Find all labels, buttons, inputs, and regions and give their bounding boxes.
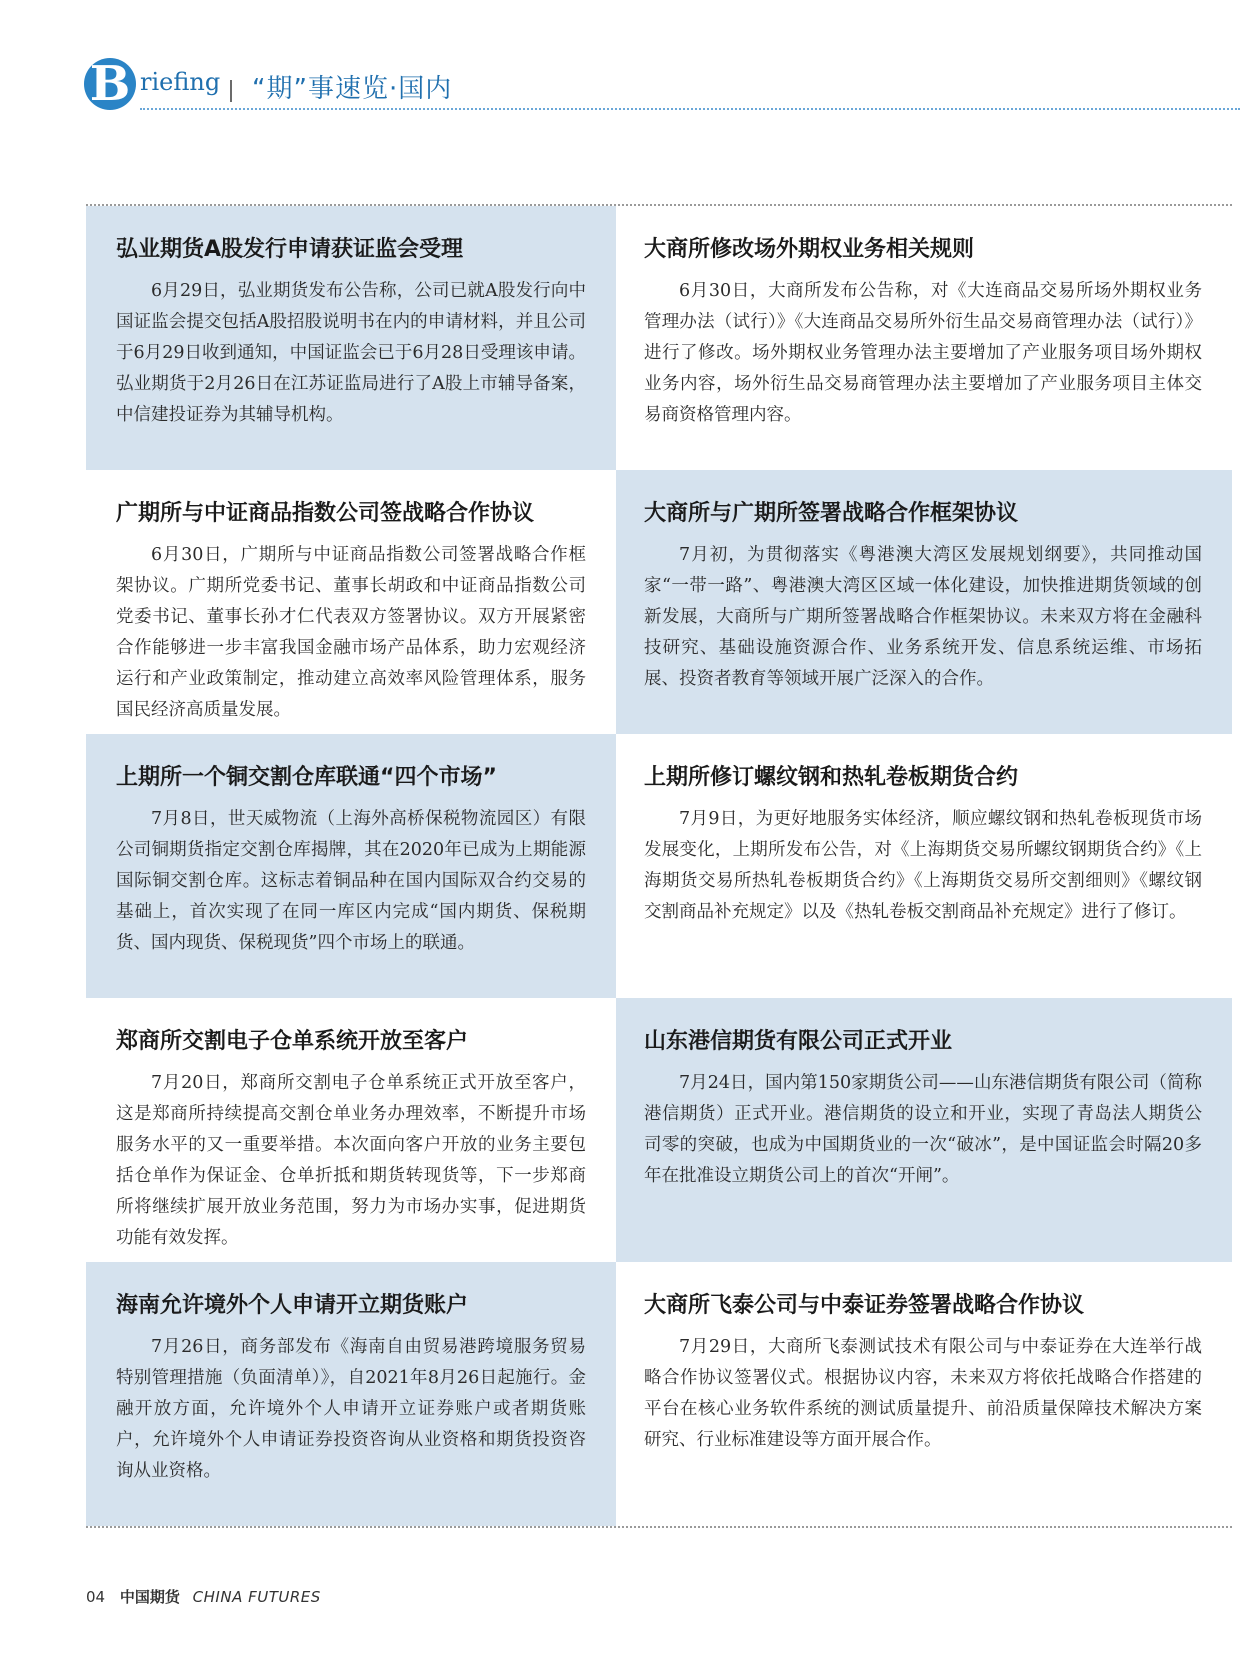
news-title: 上期所一个铜交割仓库联通“四个市场” xyxy=(116,765,497,790)
news-title: 郑商所交割电子仓单系统开放至客户 xyxy=(116,1029,469,1054)
magazine-name-en: CHINA FUTURES xyxy=(192,1588,321,1606)
briefing-wordmark: riefing xyxy=(140,68,221,96)
news-body: 7月24日，国内第150家期货公司——山东港信期货有限公司（简称港信期货）正式开业。港信期货的设立和开业，实现了青岛法人期货公司零的突破，也成为中国期货业的一次“破冰”，是中国证监会时隔20多年在批准设立期货公司上的首次“开闸”。 xyxy=(644,1073,1202,1186)
news-item xyxy=(616,206,1232,470)
magazine-name: 中国期货 xyxy=(119,1588,180,1606)
page-header xyxy=(84,58,1240,114)
news-item xyxy=(616,998,1232,1262)
news-item xyxy=(86,1262,616,1526)
news-body: 6月30日，大商所发布公告称，对《大连商品交易所场外期权业务管理办法（试行）》《大连商品交易所外衍生品交易商管理办法（试行）》进行了修改。场外期权业务管理办法主要增加了产业服务项目场外期权业务内容，场外衍生品交易商管理办法主要增加了产业服务项目主体交易商资格管理内容。 xyxy=(644,281,1202,425)
news-item xyxy=(616,734,1232,998)
news-body: 7月20日，郑商所交割电子仓单系统正式开放至客户，这是郑商所持续提高交割仓单业务办理效率，不断提升市场服务水平的又一重要举措。本次面向客户开放的业务主要包括仓单作为保证金、仓单折抵和期货转现货等，下一步郑商所将继续扩展开放业务范围，努力为市场办实事，促进期货功能有效发挥。 xyxy=(116,1073,586,1248)
news-item xyxy=(616,1262,1232,1526)
news-title: 广期所与中证商品指数公司签战略合作协议 xyxy=(116,501,535,526)
page-footer xyxy=(86,1586,321,1607)
briefing-logo: B xyxy=(84,58,136,110)
news-title: 海南允许境外个人申请开立期货账户 xyxy=(116,1293,469,1318)
header-separator xyxy=(230,80,232,102)
news-title: 弘业期货A股发行申请获证监会受理 xyxy=(116,237,464,262)
news-body: 7月8日，世天威物流（上海外高桥保税物流园区）有限公司铜期货指定交割仓库揭牌，其在2020年已成为上期能源国际铜交割仓库。这标志着铜品种在国内国际双合约交易的基础上，首次实现了在同一库区内完成“国内期货、保税期货、国内现货、保税现货”四个市场上的联通。 xyxy=(116,809,586,953)
news-title: 大商所飞泰公司与中泰证券签署战略合作协议 xyxy=(644,1293,1085,1318)
page-number: 04 xyxy=(86,1588,106,1606)
news-body: 7月29日，大商所飞泰测试技术有限公司与中泰证券在大连举行战略合作协议签署仪式。根据协议内容，未来双方将依托战略合作搭建的平台在核心业务软件系统的测试质量提升、前沿质量保障技术解决方案研究、行业标准建设等方面开展合作。 xyxy=(644,1337,1202,1450)
news-item xyxy=(86,206,616,470)
header-rule xyxy=(140,108,1240,110)
news-body: 7月9日，为更好地服务实体经济，顺应螺纹钢和热轧卷板现货市场发展变化，上期所发布公告，对《上海期货交易所螺纹钢期货合约》《上海期货交易所热轧卷板期货合约》《上海期货交易所交割细则》《螺纹钢交割商品补充规定》以及《热轧卷板交割商品补充规定》进行了修订。 xyxy=(644,809,1202,922)
news-title: 上期所修订螺纹钢和热轧卷板期货合约 xyxy=(644,765,1019,790)
section-title: “期”事速览·国内 xyxy=(252,74,453,104)
news-item xyxy=(86,998,616,1262)
news-grid xyxy=(86,204,1232,1528)
news-title: 大商所与广期所签署战略合作框架协议 xyxy=(644,501,1019,526)
news-body: 6月30日，广期所与中证商品指数公司签署战略合作框架协议。广期所党委书记、董事长胡政和中证商品指数公司党委书记、董事长孙才仁代表双方签署协议。双方开展紧密合作能够进一步丰富我国金融市场产品体系，助力宏观经济运行和产业政策制定，推动建立高效率风险管理体系，服务国民经济高质量发展。 xyxy=(116,545,586,720)
news-item xyxy=(86,470,616,734)
news-body: 6月29日，弘业期货发布公告称，公司已就A股发行向中国证监会提交包括A股招股说明书在内的申请材料，并且公司于6月29日收到通知，中国证监会已于6月28日受理该申请。弘业期货于2月26日在江苏证监局进行了A股上市辅导备案，中信建投证券为其辅导机构。 xyxy=(116,281,586,425)
news-item xyxy=(616,470,1232,734)
news-title: 大商所修改场外期权业务相关规则 xyxy=(644,237,975,262)
news-item xyxy=(86,734,616,998)
news-title: 山东港信期货有限公司正式开业 xyxy=(644,1029,953,1054)
news-body: 7月初，为贯彻落实《粤港澳大湾区发展规划纲要》，共同推动国家“一带一路”、粤港澳大湾区区域一体化建设，加快推进期货领域的创新发展，大商所与广期所签署战略合作框架协议。未来双方将在金融科技研究、基础设施资源合作、业务系统开发、信息系统运维、市场拓展、投资者教育等领域开展广泛深入的合作。 xyxy=(644,545,1202,689)
news-body: 7月26日，商务部发布《海南自由贸易港跨境服务贸易特别管理措施（负面清单）》，自2021年8月26日起施行。金融开放方面，允许境外个人申请开立证券账户或者期货账户，允许境外个人申请证券投资咨询从业资格和期货投资咨询从业资格。 xyxy=(116,1337,586,1481)
